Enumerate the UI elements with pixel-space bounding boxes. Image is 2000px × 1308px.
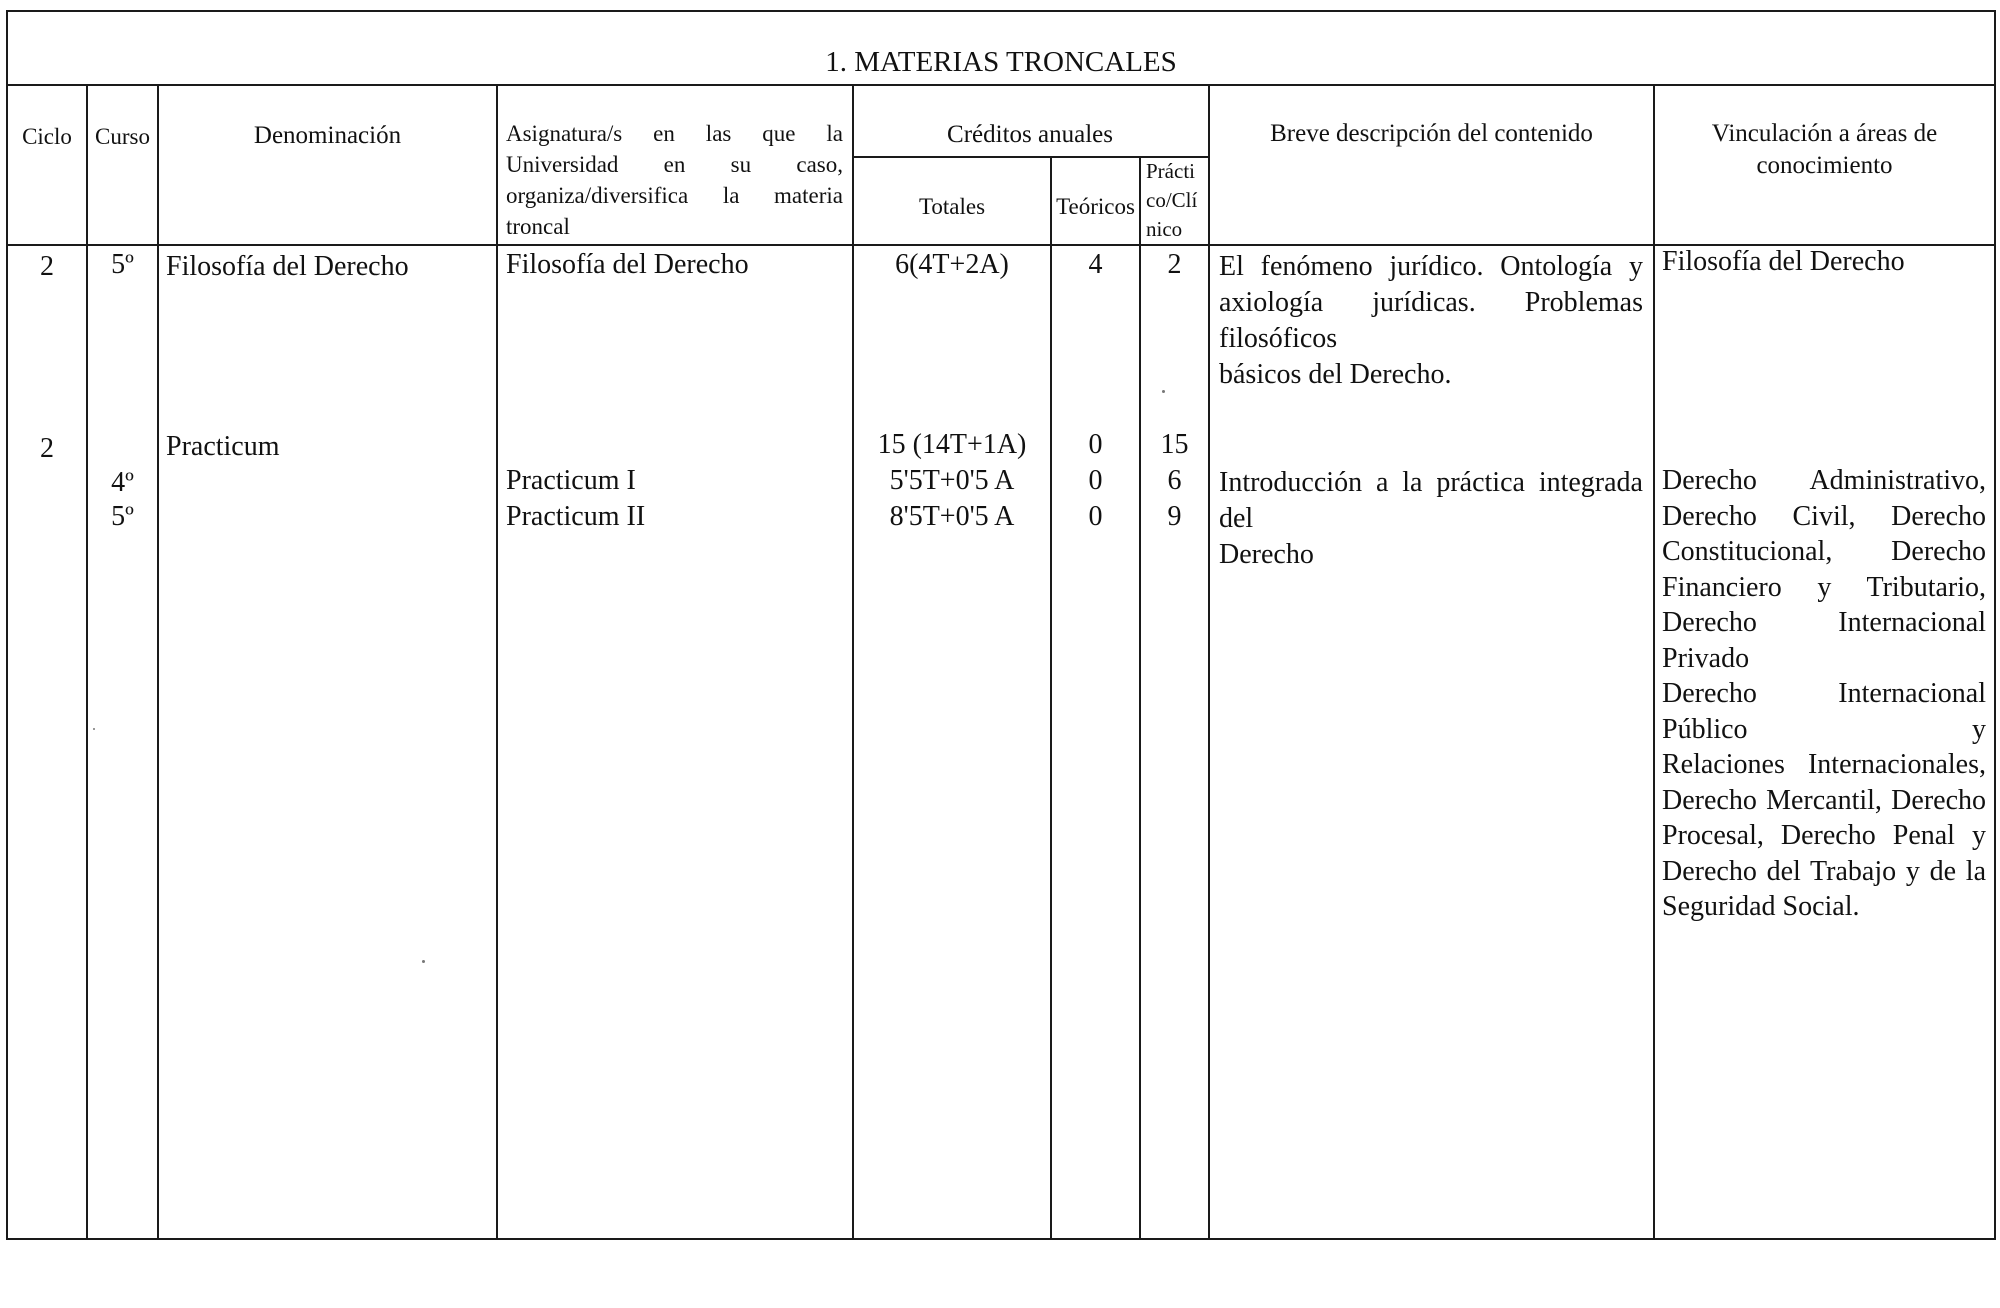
right-border [1994,10,1996,1240]
cell-vinculacion [1662,463,1986,925]
cell-descripcion-line: El fenómeno jurídico. Ontología y [1219,251,1643,282]
cell-teoricos: 4 [1088,249,1103,280]
col-line-denominacion-asignatura [496,84,498,1240]
cell-denominacion: Filosofía del Derecho [166,251,409,282]
title-divider [6,84,1996,86]
cell-practicos: 2 [1167,249,1182,280]
header-vinculacion [1655,118,1994,182]
header-practicos-line: nico [1146,217,1183,241]
scan-speck [422,960,425,963]
cell-denominacion: Practicum [166,431,280,462]
header-asignaturas-line: troncal [506,214,570,239]
col-line-descripcion-vinculacion [1653,84,1655,1240]
cell-curso: 5º [111,501,134,532]
page-title: 1. MATERIAS TRONCALES [825,46,1177,78]
cell-descripcion-line: Derecho [1219,539,1314,570]
col-line-totales-teoricos [1050,156,1052,1240]
header-asignaturas [506,118,843,242]
cell-practicos: 6 [1167,465,1182,496]
left-border [6,10,8,1240]
bottom-border [6,1238,1996,1240]
scan-speck [1162,390,1165,393]
cell-vinculacion-line: Derecho Mercantil, Derecho [1662,784,1986,816]
header-teoricos: Teóricos [1056,194,1135,219]
top-border [6,10,1996,12]
header-practicos [1146,157,1208,244]
cell-curso: 4º [111,467,134,498]
cell-descripcion [1219,249,1643,393]
cell-vinculacion-line: Derecho Administrativo, [1662,465,1986,496]
cell-teoricos: 0 [1088,465,1103,496]
scan-speck [93,728,95,730]
header-vinculacion-line: conocimiento [1756,152,1893,179]
cell-practicos: 9 [1167,501,1182,532]
cell-asignatura: Practicum I [506,465,636,496]
cell-totales: 8'5T+0'5 A [889,501,1015,532]
cell-vinculacion-line: Financiero y Tributario, [1662,571,1986,603]
cell-totales: 6(4T+2A) [895,249,1009,280]
cell-curso: 5º [111,249,134,280]
header-asignaturas-line: Universidad en su caso, [506,152,843,177]
header-asignaturas-line: organiza/diversifica la materia [506,183,843,208]
cell-descripcion-line: Introducción a la práctica integrada del [1219,467,1643,534]
cell-vinculacion-line: Derecho Internacional Público y [1662,678,1986,745]
cell-vinculacion-line: Relaciones Internacionales, [1662,749,1986,780]
cell-ciclo: 2 [40,433,54,464]
header-practicos-line: Prácti [1146,159,1195,183]
header-curso: Curso [95,124,150,149]
col-line-creditos-descripcion [1208,84,1210,1240]
cell-vinculacion-line: Procesal, Derecho Penal y [1662,820,1986,851]
header-vinculacion-line: Vinculación a áreas de [1711,120,1938,147]
cell-teoricos: 0 [1088,429,1103,460]
cell-descripcion-line: básicos del Derecho. [1219,359,1452,390]
cell-totales: 15 (14T+1A) [877,429,1027,460]
cell-vinculacion-line: Derecho Internacional Privado [1662,607,1986,674]
col-line-curso-denominacion [157,84,159,1240]
cell-totales: 5'5T+0'5 A [889,465,1015,496]
cell-descripcion-line: axiología jurídicas. Problemas filosóficos [1219,287,1643,354]
header-ciclo: Ciclo [22,124,72,149]
cell-asignatura: Filosofía del Derecho [506,249,749,280]
header-totales: Totales [918,194,986,219]
col-line-teoricos-practicos [1139,156,1141,1240]
cell-vinculacion-line: Seguridad Social. [1662,891,1860,922]
cell-ciclo: 2 [40,251,54,282]
header-practicos-line: co/Clí [1146,188,1198,212]
cell-practicos: 15 [1160,429,1189,460]
cell-teoricos: 0 [1088,501,1103,532]
cell-vinculacion-line: Derecho del Trabajo y de la [1662,855,1986,887]
header-denominacion: Denominación [253,122,402,149]
header-descripcion: Breve descripción del contenido [1270,120,1593,147]
cell-vinculacion: Filosofía del Derecho [1662,246,1905,277]
cell-descripcion [1219,465,1643,573]
header-asignaturas-line: Asignatura/s en las que la [506,121,843,146]
cell-vinculacion-line: Derecho Civil, Derecho [1662,500,1986,532]
header-creditos-anuales: Créditos anuales [947,121,1113,148]
cell-asignatura: Practicum II [506,501,646,532]
cell-vinculacion-line: Constitucional, Derecho [1662,536,1986,567]
